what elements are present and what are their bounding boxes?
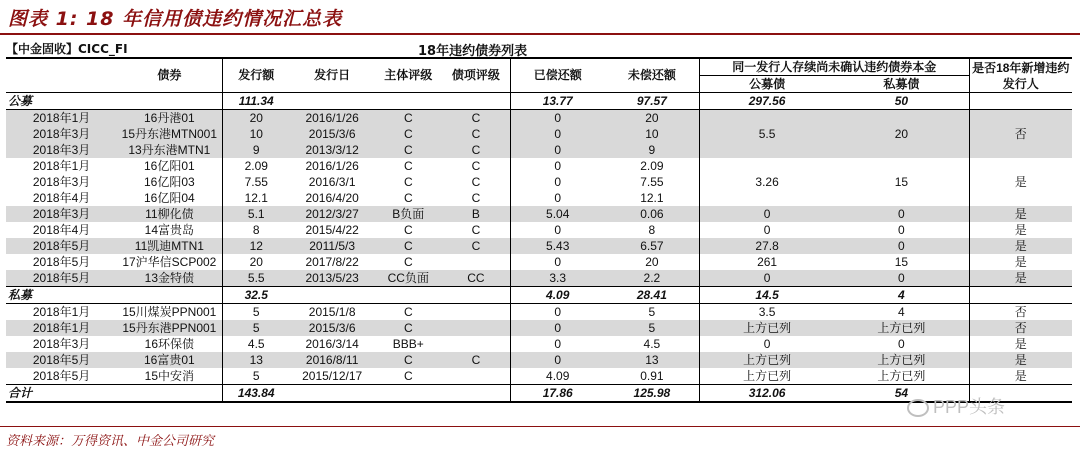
private-bond-cell: 上方已列 <box>877 352 926 367</box>
bond-rating-cell <box>442 368 510 385</box>
bond-rating-cell: C <box>471 174 481 189</box>
default-date-cell: 2018年5月 <box>32 352 91 367</box>
bond-name-cell: 16亿阳01 <box>143 158 195 173</box>
bond-name-cell: 17沪华信SCP002 <box>122 254 217 269</box>
col-repaid: 已偿还额 <box>510 58 605 93</box>
bond-rating-cell: C <box>471 222 481 237</box>
unpaid-cell: 8 <box>648 222 656 237</box>
issuer-rating-cell: CC负面 <box>387 270 429 285</box>
table-row <box>6 222 1072 238</box>
private-bond-cell: 15 <box>894 254 909 269</box>
col-new-issuer: 是否18年新增违约发行人 <box>969 58 1072 93</box>
col-unpaid: 未偿还额 <box>605 58 700 93</box>
table-row <box>6 238 1072 254</box>
bond-name-cell: 15丹东港PPN001 <box>122 320 217 335</box>
issuer-rating-cell: C <box>403 238 413 253</box>
private-bond-cell: 0 <box>898 336 905 351</box>
col-bond-rating: 债项评级 <box>442 58 510 93</box>
bond-name-cell: 11凯迪MTN1 <box>134 238 204 253</box>
default-date-cell: 2018年1月 <box>32 158 91 173</box>
issue-date-cell: 2016/8/11 <box>305 352 359 367</box>
public-bond-cell: 3.5 <box>699 304 834 321</box>
issuer-rating-cell: C <box>403 158 413 173</box>
issue-amount-cell: 12 <box>222 238 290 254</box>
issue-date-cell: 2015/3/6 <box>308 126 356 141</box>
total-row: 合计 143.84 17.86 125.98 312.06 54 <box>6 385 1072 403</box>
table-row <box>6 254 1072 270</box>
repaid-cell: 0 <box>510 352 605 368</box>
repaid-cell: 0 <box>510 254 605 270</box>
bond-rating-cell <box>442 320 510 336</box>
repaid-cell: 0 <box>510 190 605 206</box>
new-issuer-cell: 是 <box>969 336 1072 352</box>
bond-rating-cell <box>442 254 510 270</box>
issue-amount-cell: 5 <box>222 368 290 385</box>
issue-amount-cell: 2.09 <box>222 158 290 174</box>
unpaid-cell: 6.57 <box>640 238 664 253</box>
unpaid-cell: 9 <box>648 142 656 157</box>
table-row <box>6 336 1072 352</box>
bond-rating-cell: C <box>471 110 481 125</box>
issue-amount-cell: 7.55 <box>222 174 290 190</box>
bond-name-cell: 11柳化债 <box>145 206 194 221</box>
private-summary-row: 私募 32.5 4.09 28.41 14.5 4 <box>6 287 1072 304</box>
bond-rating-cell: B <box>471 206 480 221</box>
bond-rating-cell: C <box>471 142 481 157</box>
new-issuer-cell: 是 <box>969 222 1072 238</box>
issue-amount-cell: 4.5 <box>222 336 290 352</box>
repaid-cell: 0 <box>510 142 605 158</box>
new-issuer-cell: 是 <box>969 270 1072 287</box>
issuer-rating-cell: BBB+ <box>392 336 424 351</box>
new-issuer-cell: 是 <box>969 368 1072 385</box>
repaid-cell: 0 <box>510 158 605 174</box>
default-date-cell: 2018年3月 <box>32 142 91 157</box>
default-date-cell: 2018年3月 <box>32 126 91 141</box>
default-date-cell: 2018年5月 <box>32 368 91 383</box>
issue-amount-cell: 9 <box>222 142 290 158</box>
issuer-rating-cell: C <box>403 222 413 237</box>
table-row <box>6 158 1072 174</box>
bond-name-cell: 16富贵01 <box>143 352 195 367</box>
table-row <box>6 304 1072 321</box>
col-issuer-rating: 主体评级 <box>374 58 442 93</box>
issue-date-cell: 2016/3/1 <box>308 174 356 189</box>
issue-amount-cell: 5 <box>222 320 290 336</box>
repaid-cell: 5.04 <box>510 206 605 222</box>
new-issuer-cell: 是 <box>969 238 1072 254</box>
repaid-cell: 0 <box>510 110 605 127</box>
unpaid-cell: 4.5 <box>643 336 661 351</box>
bond-name-cell: 15川煤炭PPN001 <box>122 304 217 319</box>
table-row <box>6 320 1072 336</box>
issue-amount-cell: 5.1 <box>222 206 290 222</box>
watermark: PPP头条 <box>907 393 1005 419</box>
unpaid-cell: 2.09 <box>640 158 664 173</box>
bond-rating-cell: C <box>471 190 481 205</box>
table-row <box>6 352 1072 368</box>
default-date-cell: 2018年5月 <box>32 254 91 269</box>
source-rule <box>0 426 1080 427</box>
bond-rating-cell: C <box>471 158 481 173</box>
issue-date-cell: 2016/4/20 <box>305 190 359 205</box>
bond-rating-cell: CC <box>467 270 485 285</box>
public-bond-cell: 27.8 <box>699 238 834 254</box>
issue-amount-cell: 10 <box>222 126 290 142</box>
new-issuer-cell: 否 <box>969 110 1072 159</box>
issue-amount-cell: 12.1 <box>222 190 290 206</box>
public-bond-cell: 0 <box>699 222 834 238</box>
col-private: 私募债 <box>834 76 969 93</box>
new-issuer-cell: 是 <box>969 158 1072 206</box>
unpaid-cell: 10 <box>645 126 659 141</box>
issuer-rating-cell: C <box>403 352 413 367</box>
issue-date-cell: 2016/1/26 <box>305 110 359 125</box>
private-bond-cell: 15 <box>834 158 969 206</box>
default-date-cell: 2018年3月 <box>32 206 91 221</box>
issuer-rating-cell: C <box>403 126 413 141</box>
repaid-cell: 0 <box>510 222 605 238</box>
unpaid-cell: 12.1 <box>640 190 664 205</box>
table-source-tag: 【中金固收】CICC_FI <box>6 42 128 56</box>
unpaid-cell: 7.55 <box>640 174 664 189</box>
private-bond-cell: 0 <box>898 206 905 221</box>
bond-rating-cell <box>442 304 510 321</box>
repaid-cell: 0 <box>510 126 605 142</box>
unpaid-cell: 20 <box>645 254 659 269</box>
private-bond-cell: 上方已列 <box>877 320 926 335</box>
new-issuer-cell: 是 <box>969 206 1072 222</box>
issuer-rating-cell: C <box>403 142 413 157</box>
issuer-rating-cell: C <box>403 320 413 335</box>
bond-rating-cell: C <box>471 126 481 141</box>
figure-title: 图表 1: 18 年信用债违约情况汇总表 <box>8 8 343 30</box>
issue-date-cell: 2011/5/3 <box>309 238 356 253</box>
default-date-cell: 2018年5月 <box>32 270 91 285</box>
public-bond-cell: 上方已列 <box>699 368 834 385</box>
repaid-cell: 0 <box>510 304 605 321</box>
bond-rating-cell: C <box>471 352 481 367</box>
repaid-cell: 3.3 <box>510 270 605 287</box>
col-same-issuer-group: 同一发行人存续尚未确认违约债券本金 <box>699 58 969 76</box>
public-bond-cell: 0 <box>699 206 834 222</box>
col-issue-date: 发行日 <box>290 58 374 93</box>
public-bond-cell: 0 <box>699 336 834 352</box>
bond-name-cell: 16丹港01 <box>143 110 195 125</box>
issue-date-cell: 2015/3/6 <box>308 320 356 335</box>
unpaid-cell: 20 <box>645 110 659 125</box>
unpaid-cell: 5 <box>648 304 656 319</box>
repaid-cell: 5.43 <box>510 238 605 254</box>
issuer-rating-cell: B负面 <box>392 206 425 221</box>
new-issuer-cell: 否 <box>969 320 1072 336</box>
source-note: 资料来源：万得资讯、中金公司研究 <box>6 434 215 449</box>
default-bond-table <box>6 57 1072 403</box>
issue-amount-cell: 20 <box>222 110 290 127</box>
public-bond-cell: 0 <box>699 270 834 287</box>
bond-rating-cell <box>442 336 510 352</box>
default-date-cell: 2018年4月 <box>32 190 91 205</box>
bond-name-cell: 16亿阳03 <box>143 174 195 189</box>
bond-name-cell: 16亿阳04 <box>143 190 195 205</box>
default-date-cell: 2018年4月 <box>32 222 91 237</box>
bond-name-cell: 13金特债 <box>144 270 195 285</box>
public-bond-cell: 上方已列 <box>699 352 834 368</box>
default-date-cell: 2018年3月 <box>32 336 91 351</box>
default-date-cell: 2018年1月 <box>32 320 91 335</box>
col-issue-amount: 发行额 <box>222 58 290 93</box>
issuer-rating-cell: C <box>403 110 413 125</box>
new-issuer-cell: 是 <box>969 352 1072 368</box>
col-bond: 债券 <box>117 58 222 93</box>
bond-name-cell: 15中安消 <box>144 368 195 383</box>
issue-amount-cell: 5 <box>222 304 290 321</box>
unpaid-cell: 0.06 <box>640 206 664 221</box>
bond-name-cell: 14富贵岛 <box>144 222 195 237</box>
default-date-cell: 2018年5月 <box>32 238 91 253</box>
col-public: 公募债 <box>699 76 834 93</box>
issue-date-cell: 2017/8/22 <box>305 254 359 269</box>
title-rule <box>0 33 1080 35</box>
public-summary-row: 公募 111.34 13.77 97.57 297.56 50 <box>6 93 1072 110</box>
unpaid-cell: 13 <box>645 352 659 367</box>
repaid-cell: 4.09 <box>510 368 605 385</box>
unpaid-cell: 0.91 <box>640 368 664 383</box>
private-bond-cell: 20 <box>834 110 969 159</box>
repaid-cell: 0 <box>510 336 605 352</box>
issue-date-cell: 2015/12/17 <box>302 368 363 383</box>
default-date-cell: 2018年3月 <box>32 174 91 189</box>
private-bond-cell: 0 <box>898 270 905 285</box>
issue-amount-cell: 8 <box>222 222 290 238</box>
issue-date-cell: 2016/3/14 <box>305 336 359 351</box>
private-bond-cell: 上方已列 <box>877 368 926 383</box>
repaid-cell: 0 <box>510 320 605 336</box>
bond-name-cell: 15丹东港MTN001 <box>121 126 218 141</box>
issue-date-cell: 2012/3/27 <box>305 206 359 221</box>
public-bond-cell: 5.5 <box>699 110 834 159</box>
bond-name-cell: 16环保债 <box>144 336 195 351</box>
public-bond-cell: 3.26 <box>699 158 834 206</box>
issue-date-cell: 2013/3/12 <box>305 142 359 157</box>
unpaid-cell: 2.2 <box>643 270 661 285</box>
issuer-rating-cell: C <box>403 254 413 269</box>
default-date-cell: 2018年1月 <box>32 304 91 319</box>
unpaid-cell: 5 <box>648 320 656 335</box>
issue-date-cell: 2015/4/22 <box>305 222 359 237</box>
table-caption: 18年违约债券列表 <box>418 44 528 59</box>
private-bond-cell: 4 <box>898 304 905 319</box>
public-bond-cell: 上方已列 <box>699 320 834 336</box>
bond-rating-cell: C <box>471 238 481 253</box>
issue-amount-cell: 13 <box>222 352 290 368</box>
issue-date-cell: 2016/1/26 <box>305 158 359 173</box>
issue-date-cell: 2015/1/8 <box>308 304 356 319</box>
default-date-cell: 2018年1月 <box>32 110 91 125</box>
new-issuer-cell: 否 <box>969 304 1072 321</box>
repaid-cell: 0 <box>510 174 605 190</box>
issue-amount-cell: 20 <box>222 254 290 270</box>
private-bond-cell: 0 <box>898 222 905 237</box>
bond-name-cell: 13丹东港MTN1 <box>128 142 211 157</box>
table-row <box>6 110 1072 127</box>
issuer-rating-cell: C <box>403 368 413 383</box>
table-row <box>6 270 1072 287</box>
issue-amount-cell: 5.5 <box>222 270 290 287</box>
table-row <box>6 368 1072 385</box>
issuer-rating-cell: C <box>403 190 413 205</box>
issue-date-cell: 2013/5/23 <box>305 270 359 285</box>
wechat-icon <box>907 399 929 417</box>
issuer-rating-cell: C <box>403 304 413 319</box>
new-issuer-cell: 是 <box>969 254 1072 270</box>
private-bond-cell: 0 <box>898 238 905 253</box>
table-row <box>6 206 1072 222</box>
issuer-rating-cell: C <box>403 174 413 189</box>
public-bond-cell: 261 <box>699 254 834 270</box>
